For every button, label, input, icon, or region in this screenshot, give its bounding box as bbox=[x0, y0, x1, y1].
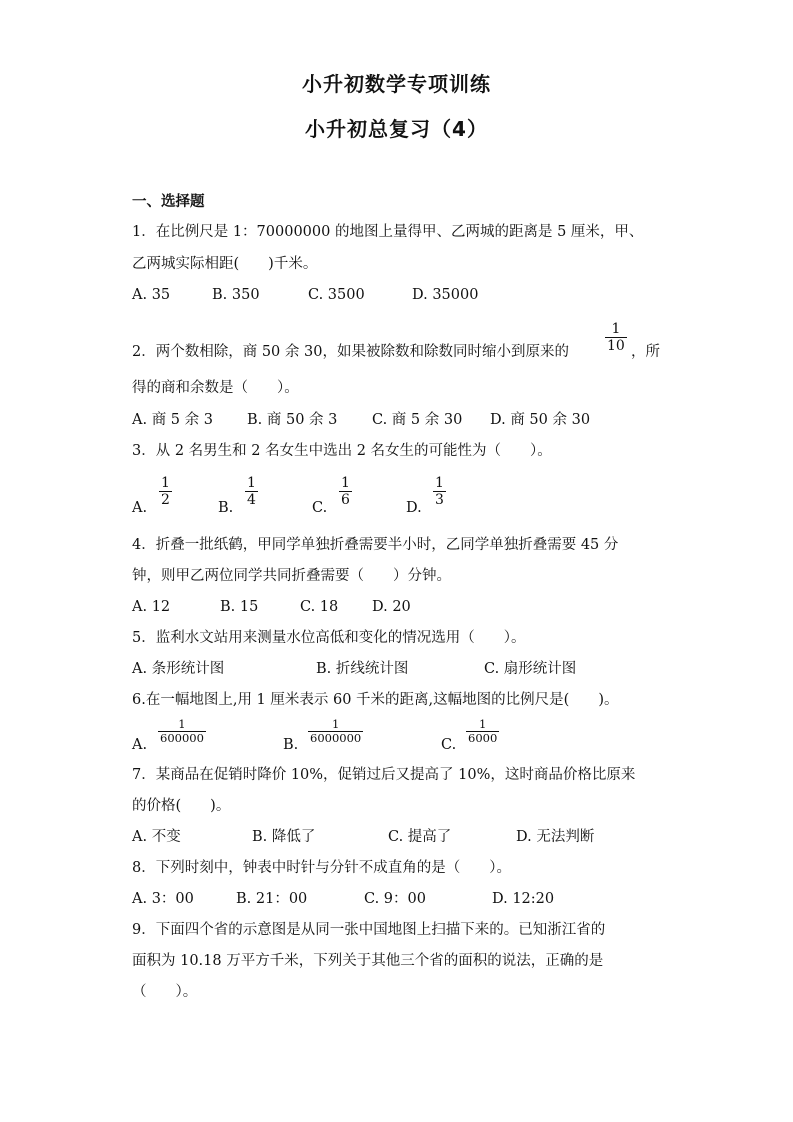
q6-fraction-b bbox=[308, 718, 363, 745]
q3-fraction-b bbox=[245, 475, 258, 508]
q4-option-c: C. 18 bbox=[300, 599, 339, 615]
q4-line-1: 4．折叠一批纸鹤，甲同学单独折叠需要半小时，乙同学单独折叠需要 45 分 bbox=[132, 537, 619, 553]
q2-line-2: 得的商和余数是（ ）。 bbox=[132, 380, 299, 396]
q3-fraction-b-num: 1 bbox=[247, 475, 256, 491]
q3-fraction-c bbox=[339, 475, 352, 508]
q2-line-1: 2．两个数相除，商 50 余 30，如果被除数和除数同时缩小到原来的 bbox=[132, 344, 569, 360]
q3-fraction-a-num: 1 bbox=[161, 475, 170, 491]
q9-line-1: 9．下面四个省的示意图是从同一张中国地图上扫描下来的。已知浙江省的 bbox=[132, 922, 606, 938]
q6-option-b: B. bbox=[283, 737, 299, 753]
q3-fraction-a bbox=[159, 475, 172, 508]
q7-option-b: B. 降低了 bbox=[252, 829, 316, 845]
q6-fraction-c-num: 1 bbox=[478, 717, 487, 731]
q3-option-c: C. bbox=[312, 500, 328, 516]
q2-option-a: A. 商 5 余 3 bbox=[132, 412, 213, 428]
q9-line-3: （ ）。 bbox=[132, 984, 198, 1000]
q7-option-c: C. 提高了 bbox=[388, 829, 452, 845]
q2-fraction bbox=[605, 321, 627, 354]
q2-line-1-tail: ，所 bbox=[631, 344, 660, 360]
q5-option-c: C. 扇形统计图 bbox=[484, 661, 577, 677]
q1-line-1: 1．在比例尺是 1：70000000 的地图上量得甲、乙两城的距离是 5 厘米，甲、 bbox=[132, 224, 644, 240]
q3-fraction-c-den: 6 bbox=[341, 492, 350, 508]
q8-option-a: A. 3：00 bbox=[132, 891, 194, 907]
q4-option-b: B. 15 bbox=[220, 599, 259, 615]
q3-option-d: D. bbox=[406, 500, 422, 516]
q8-option-b: B. 21：00 bbox=[236, 891, 308, 907]
q6-option-a: A. bbox=[132, 737, 148, 753]
q6-fraction-c bbox=[466, 718, 499, 745]
q6-fraction-b-den: 6000000 bbox=[310, 731, 362, 745]
q3-fraction-d bbox=[433, 475, 446, 508]
q6-fraction-c-den: 6000 bbox=[468, 731, 498, 745]
q1-option-b: B. 350 bbox=[212, 287, 260, 303]
q2-option-d: D. 商 50 余 30 bbox=[490, 412, 591, 428]
q8-option-c: C. 9：00 bbox=[364, 891, 426, 907]
q4-option-d: D. 20 bbox=[372, 599, 411, 615]
q8-option-d: D. 12:20 bbox=[492, 891, 555, 907]
q2-fraction-numerator: 1 bbox=[611, 321, 621, 337]
q3-line-1: 3．从 2 名男生和 2 名女生中选出 2 名女生的可能性为（ ）。 bbox=[132, 443, 552, 459]
q1-option-c: C. 3500 bbox=[308, 287, 365, 303]
q5-option-b: B. 折线统计图 bbox=[316, 661, 409, 677]
q6-fraction-a bbox=[158, 718, 206, 745]
q3-fraction-d-num: 1 bbox=[435, 475, 444, 491]
q4-option-a: A. 12 bbox=[132, 599, 171, 615]
section-heading: 一、选择题 bbox=[132, 194, 205, 210]
q6-fraction-a-den: 600000 bbox=[160, 731, 204, 745]
q2-fraction-denominator: 10 bbox=[607, 338, 625, 354]
q3-option-a: A. bbox=[132, 500, 148, 516]
q6-fraction-b-num: 1 bbox=[331, 717, 340, 731]
q7-line-1: 7．某商品在促销时降价 10%，促销过后又提高了 10%，这时商品价格比原来 bbox=[132, 767, 636, 783]
q2-option-c: C. 商 5 余 30 bbox=[372, 412, 463, 428]
q8-line-1: 8．下列时刻中，钟表中时针与分针不成直角的是（ ）。 bbox=[132, 860, 511, 876]
q5-line-1: 5．监利水文站用来测量水位高低和变化的情况选用（ ）。 bbox=[132, 630, 526, 646]
q1-option-d: D. 35000 bbox=[412, 287, 479, 303]
q3-option-b: B. bbox=[218, 500, 234, 516]
document-title: 小升初数学专项训练 bbox=[302, 72, 491, 96]
q4-line-2: 钟，则甲乙两位同学共同折叠需要（ ）分钟。 bbox=[132, 568, 451, 584]
q3-fraction-c-num: 1 bbox=[341, 475, 350, 491]
q6-line-1: 6.在一幅地图上,用 1 厘米表示 60 千米的距离,这幅地图的比例尺是( )。 bbox=[132, 692, 619, 708]
q6-fraction-a-num: 1 bbox=[178, 717, 186, 731]
q3-fraction-a-den: 2 bbox=[161, 492, 170, 508]
document-subtitle: 小升初总复习（4） bbox=[305, 117, 488, 141]
q6-option-c: C. bbox=[441, 737, 457, 753]
q7-option-a: A. 不变 bbox=[132, 829, 181, 845]
q7-option-d: D. 无法判断 bbox=[516, 829, 595, 845]
q5-option-a: A. 条形统计图 bbox=[132, 661, 225, 677]
q3-fraction-d-den: 3 bbox=[435, 492, 444, 508]
q3-fraction-b-den: 4 bbox=[247, 492, 256, 508]
q7-line-2: 的价格( )。 bbox=[132, 798, 231, 814]
q1-option-a: A. 35 bbox=[132, 287, 171, 303]
q1-line-2: 乙两城实际相距( )千米。 bbox=[132, 256, 318, 272]
q9-line-2: 面积为 10.18 万平方千米，下列关于其他三个省的面积的说法，正确的是 bbox=[132, 953, 604, 969]
q2-option-b: B. 商 50 余 3 bbox=[247, 412, 338, 428]
